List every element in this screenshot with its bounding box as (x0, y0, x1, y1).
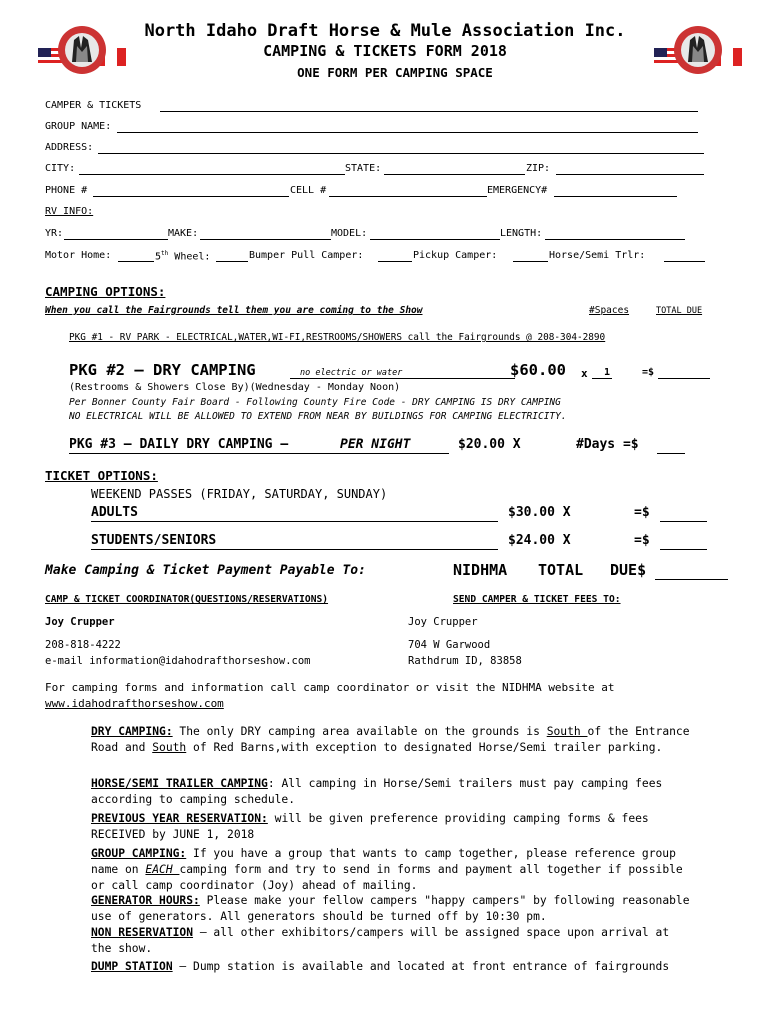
rv-model-field[interactable] (370, 239, 500, 240)
total-due-field[interactable] (655, 579, 728, 580)
students-price: $24.00 X (508, 533, 571, 548)
rule-non-reservation: NON RESERVATION – all other exhibitors/campers will be assigned space upon arrival at the show. (91, 926, 670, 955)
students-underline (91, 549, 498, 550)
fifth-wheel-label: 5th Wheel: (155, 250, 211, 263)
send-fees-header: SEND CAMPER & TICKET FEES TO: (453, 594, 621, 605)
adults-label: ADULTS (91, 505, 138, 520)
pkg2-note: no electric or water (300, 368, 403, 378)
fairgrounds-instruction: When you call the Fairgrounds tell them you are coming to the Show (45, 305, 423, 316)
form-note: ONE FORM PER CAMPING SPACE (297, 65, 493, 80)
state-label: STATE: (345, 163, 382, 174)
pkg2-total-label: =$ (642, 367, 655, 378)
pkg3-title: PKG #3 – DAILY DRY CAMPING – (69, 437, 289, 452)
ticket-options-heading: TICKET OPTIONS: (45, 468, 158, 483)
send-to-name: Joy Crupper (408, 616, 478, 628)
rv-make-label: MAKE: (168, 228, 199, 239)
pkg1-rv-park: PKG #1 - RV PARK - ELECTRICAL,WATER,WI-FI,RESTROOMS/SHOWERS call the Fairgrounds @ 208-304-2890 (69, 332, 606, 343)
form-title: North Idaho Draft Horse & Mule Association Inc. (144, 21, 626, 41)
motor-home-field[interactable] (118, 261, 154, 262)
students-total-field[interactable] (660, 549, 707, 550)
pkg2-quantity-line (592, 378, 612, 379)
pkg3-price: $20.00 X (458, 437, 521, 452)
rv-model-label: MODEL: (331, 228, 368, 239)
cell-field[interactable] (329, 196, 487, 197)
total-due-label: DUE$ (610, 561, 647, 579)
camping-options-heading: CAMPING OPTIONS: (45, 284, 166, 299)
rule-horse-semi: HORSE/SEMI TRAILER CAMPING: All camping in Horse/Semi trailers must pay camping fees according to camping schedule. (91, 777, 663, 806)
emergency-label: EMERGENCY# (487, 185, 548, 196)
pickup-camper-field[interactable] (513, 261, 548, 262)
rv-make-field[interactable] (200, 239, 331, 240)
pkg3-days-field[interactable] (657, 453, 685, 454)
rv-length-field[interactable] (545, 239, 685, 240)
phone-field[interactable] (93, 196, 289, 197)
phone-label: PHONE # (45, 185, 88, 196)
pkg2-times: x (581, 367, 588, 380)
pkg3-underline (69, 453, 449, 454)
pkg2-quantity[interactable]: 1 (604, 367, 611, 378)
horse-semi-label: Horse/Semi Trlr: (549, 250, 646, 261)
adults-total-field[interactable] (660, 521, 707, 522)
pkg2-title: PKG #2 – DRY CAMPING (69, 361, 256, 379)
state-field[interactable] (384, 174, 525, 175)
info-text: For camping forms and information call camp coordinator or visit the NIDHMA website at (45, 681, 615, 694)
form-subtitle: CAMPING & TICKETS FORM 2018 (263, 42, 507, 60)
students-seniors-label: STUDENTS/SENIORS (91, 533, 217, 548)
pkg3-days-label: #Days =$ (576, 437, 639, 452)
students-total-label: =$ (634, 533, 650, 548)
payment-label: Make Camping & Ticket Payment Payable To: (45, 563, 366, 578)
zip-label: ZIP: (526, 163, 551, 174)
city-label: CITY: (45, 163, 76, 174)
weekend-passes: WEEKEND PASSES (FRIDAY, SATURDAY, SUNDAY) (91, 487, 388, 501)
bumper-pull-field[interactable] (378, 261, 412, 262)
fifth-wheel-field[interactable] (216, 261, 248, 262)
total-label: TOTAL (538, 561, 584, 579)
pkg2-fire-code-2: NO ELECTRICAL WILL BE ALLOWED TO EXTEND FROM NEAR BY BUILDINGS FOR CAMPING ELECTRICITY. (69, 411, 567, 422)
rv-length-label: LENGTH: (500, 228, 543, 239)
adults-total-label: =$ (634, 505, 650, 520)
pickup-camper-label: Pickup Camper: (413, 250, 498, 261)
pkg2-price: $60.00 (510, 361, 566, 379)
pkg2-description: (Restrooms & Showers Close By)(Wednesday - Monday Noon) (69, 382, 401, 393)
horse-semi-field[interactable] (664, 261, 705, 262)
zip-field[interactable] (556, 174, 704, 175)
cell-label: CELL # (290, 185, 327, 196)
pkg2-fire-code-1: Per Bonner County Fair Board - Following County Fire Code - DRY CAMPING IS DRY CAMPING (69, 397, 561, 408)
total-due-header: TOTAL DUE (656, 306, 703, 316)
rule-group-camping: GROUP CAMPING: If you have a group that wants to camp together, please reference group name on EACH camping form and try to send in forms and payment all together if possible or call camp coordinator (Joy) ahead of mailing. (91, 847, 683, 892)
rv-year-label: YR: (45, 228, 64, 239)
group-name-label: GROUP NAME: (45, 121, 112, 132)
rule-dry-camping: DRY CAMPING: The only DRY camping area available on the grounds is South of the Entrance Road and South of Red Barns,with exception to designated Horse/Semi trailer parking. (91, 725, 690, 754)
rule-previous-year: PREVIOUS YEAR RESERVATION: will be given preference providing camping forms & fees RECEIVED by JUNE 1, 2018 (91, 812, 649, 841)
rv-year-field[interactable] (64, 239, 168, 240)
emergency-field[interactable] (554, 196, 677, 197)
group-name-field[interactable] (117, 132, 698, 133)
rv-info-label: RV INFO: (45, 206, 94, 217)
coordinator-phone: 208-818-4222 (45, 639, 121, 651)
adults-price: $30.00 X (508, 505, 571, 520)
payee-name: NIDHMA (453, 561, 508, 579)
rule-dump-station: DUMP STATION – Dump station is available and located at front entrance of fairgrounds (91, 960, 670, 973)
rule-generator-hours: GENERATOR HOURS: Please make your fellow campers "happy campers" by following reasonable use of generators. All generators should be turned off by 10:30 pm. (91, 894, 690, 923)
pkg2-total-field[interactable] (658, 378, 710, 379)
city-field[interactable] (79, 174, 345, 175)
camper-field[interactable] (160, 111, 698, 112)
spaces-header: #Spaces (589, 305, 630, 316)
camper-label: CAMPER & TICKETS (45, 100, 142, 111)
bumper-pull-label: Bumper Pull Camper: (249, 250, 364, 261)
pkg2-underline (290, 378, 515, 379)
website-link[interactable]: www.idahodrafthorseshow.com (45, 697, 224, 710)
adults-underline (91, 521, 498, 522)
send-to-address-2: Rathdrum ID, 83858 (408, 655, 522, 667)
send-to-address-1: 704 W Garwood (408, 639, 491, 651)
pkg3-per-night: PER NIGHT (340, 437, 411, 452)
address-label: ADDRESS: (45, 142, 94, 153)
coordinator-header: CAMP & TICKET COORDINATOR(QUESTIONS/RESERVATIONS) (45, 594, 329, 605)
motor-home-label: Motor Home: (45, 250, 112, 261)
coordinator-name: Joy Crupper (45, 616, 115, 628)
address-field[interactable] (98, 153, 704, 154)
coordinator-email[interactable]: e-mail information@idahodrafthorseshow.com (45, 655, 311, 667)
